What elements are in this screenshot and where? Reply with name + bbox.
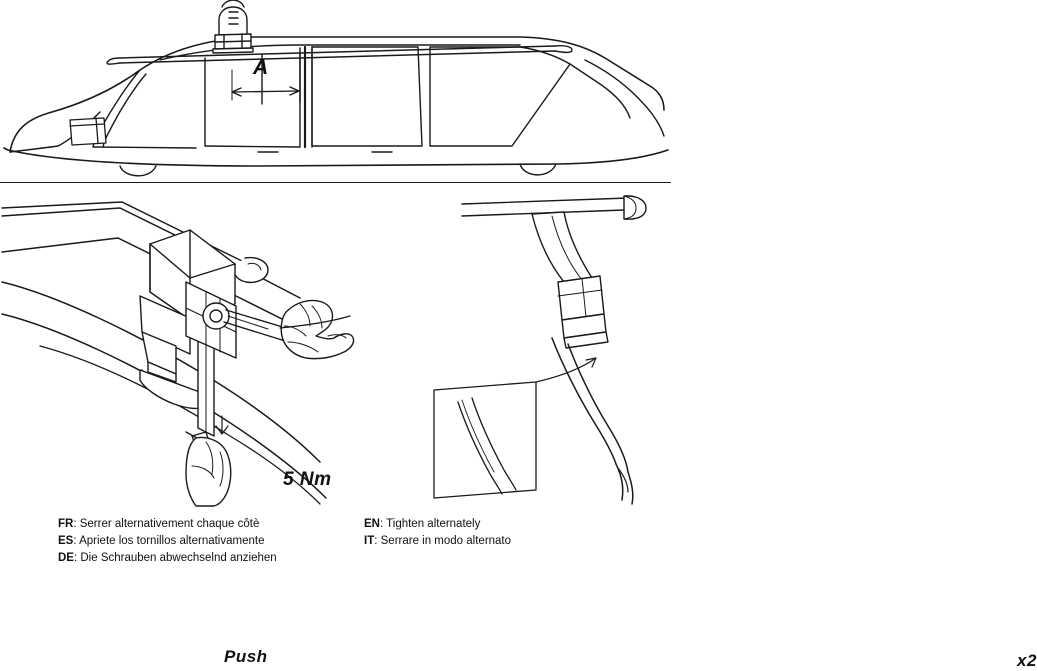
push-action-label: Push [224,647,268,666]
legend-right-column [364,516,654,550]
legend-left-column [58,516,358,567]
legend-code-fr: FR [58,518,74,530]
language-legend [58,516,658,582]
vehicle-side-view-panel [0,0,671,182]
quantity-label: x2 [1017,651,1037,670]
legend-item-it [364,533,654,550]
panel-divider [0,182,671,183]
legend-item-fr [58,516,358,533]
legend-text-en: : Tighten alternately [379,518,481,530]
legend-text-de: : Die Schrauben abwechselnd anziehen [73,552,277,564]
legend-item-en [364,516,654,533]
legend-text-fr: : Serrer alternativement chaque côtè [73,518,260,530]
legend-code-es: ES [58,535,74,547]
legend-code-de: DE [58,552,74,564]
legend-text-es: : Apriete los tornillos alternativamente [73,535,265,547]
legend-text-it: : Serrare in modo alternato [374,535,512,547]
legend-item-es [58,533,358,550]
legend-item-de [58,550,358,567]
torque-value-label: 5 Nm [283,469,332,490]
dimension-label-a: A [253,56,269,79]
legend-code-en: EN [364,518,380,530]
legend-code-it: IT [364,535,375,547]
